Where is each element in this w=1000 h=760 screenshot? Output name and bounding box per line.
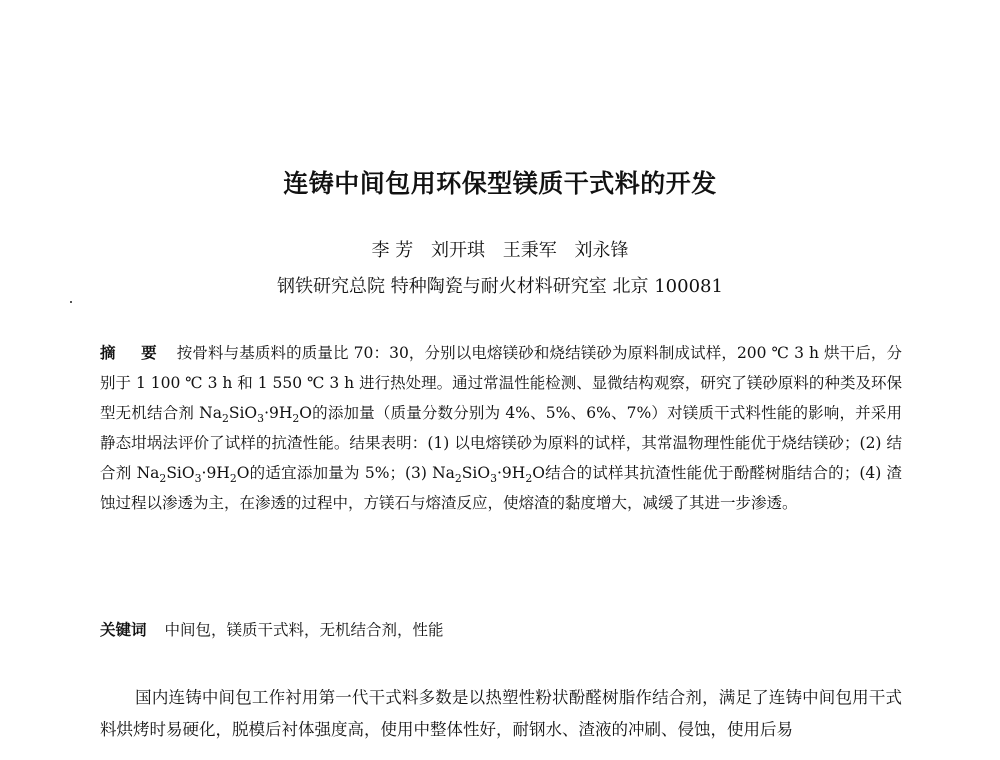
body-paragraph xyxy=(100,682,902,746)
formula-part: SiO xyxy=(228,404,258,422)
formula-subscript: 2 xyxy=(525,472,533,486)
paper-title: 连铸中间包用环保型镁质干式料的开发 xyxy=(283,169,717,198)
formula-part: O xyxy=(299,404,312,422)
formula-subscript: 2 xyxy=(221,412,229,426)
formula-part: ·9H xyxy=(201,464,230,482)
abstract-label: 摘 要 xyxy=(100,343,167,362)
formula-subscript: 3 xyxy=(490,472,497,486)
formula-part: O xyxy=(532,464,545,482)
formula-subscript: 2 xyxy=(454,472,462,486)
formula-subscript: 3 xyxy=(257,412,265,426)
formula-subscript: 2 xyxy=(159,472,167,486)
scan-speck xyxy=(70,301,72,303)
keywords xyxy=(100,618,902,640)
author-name: 刘开琪 xyxy=(431,240,485,261)
abstract-text-part: 的适宜添加量为 5%；(3) Na xyxy=(249,464,455,482)
author-name: 刘永锋 xyxy=(574,240,629,261)
formula-part: O xyxy=(236,464,250,482)
formula-subscript: 3 xyxy=(194,472,202,486)
formula-part: ·9H xyxy=(264,404,293,422)
affiliation: 钢铁研究总院 特种陶瓷与耐火材料研究室 北京 100081 xyxy=(277,276,723,297)
abstract-text-part: 按骨料与基质料的质量比 70：30，分别以电熔镁砂和烧结镁砂为原料制成试样，200 ℃ 3 h 烘干后，分别于 1 100 ℃ 3 h 和 1 550 ℃ 3 h 进行热处理。通过常温性能检测、显微结构观察，研究了镁砂原料的种类及环保型无机结合剂 Na xyxy=(100,344,902,422)
keywords-label: 关键词 xyxy=(100,620,147,639)
formula-part: SiO xyxy=(166,464,195,482)
abstract-text-part: 的添加量（质量分数分别为 4%、5%、6%、7%）对镁质干式料性能的影响，并采用静态坩埚法评价了试样的抗渣性能。结果表明：(1) 以电熔镁砂为原料的试样，其常温物理性能优于烧结镁砂；(2) 结合剂 Na xyxy=(100,404,903,482)
formula-part: SiO xyxy=(461,464,491,482)
abstract xyxy=(100,338,902,518)
formula-subscript: 2 xyxy=(229,472,237,486)
author-name: 李 芳 xyxy=(371,240,414,261)
abstract-text-part: 结合的试样其抗渣性能优于酚醛树脂结合的；(4) 渣蚀过程以渗透为主，在渗透的过程中，方镁石与熔渣反应，使熔渣的黏度增大，减缓了其进一步渗透。 xyxy=(100,464,902,512)
body-text: 国内连铸中间包工作衬用第一代干式料多数是以热塑性粉状酚醛树脂作结合剂，满足了连铸中间包用干式料烘烤时易硬化，脱模后衬体强度高，使用中整体性好，耐钢水、渣液的冲刷、侵蚀，使用后易 xyxy=(100,688,902,739)
formula-subscript: 2 xyxy=(292,412,300,426)
author-list xyxy=(0,236,1000,262)
author-name: 王秉军 xyxy=(502,240,557,261)
keywords-text: 中间包，镁质干式料，无机结合剂，性能 xyxy=(164,621,444,639)
formula-part: ·9H xyxy=(497,464,526,482)
